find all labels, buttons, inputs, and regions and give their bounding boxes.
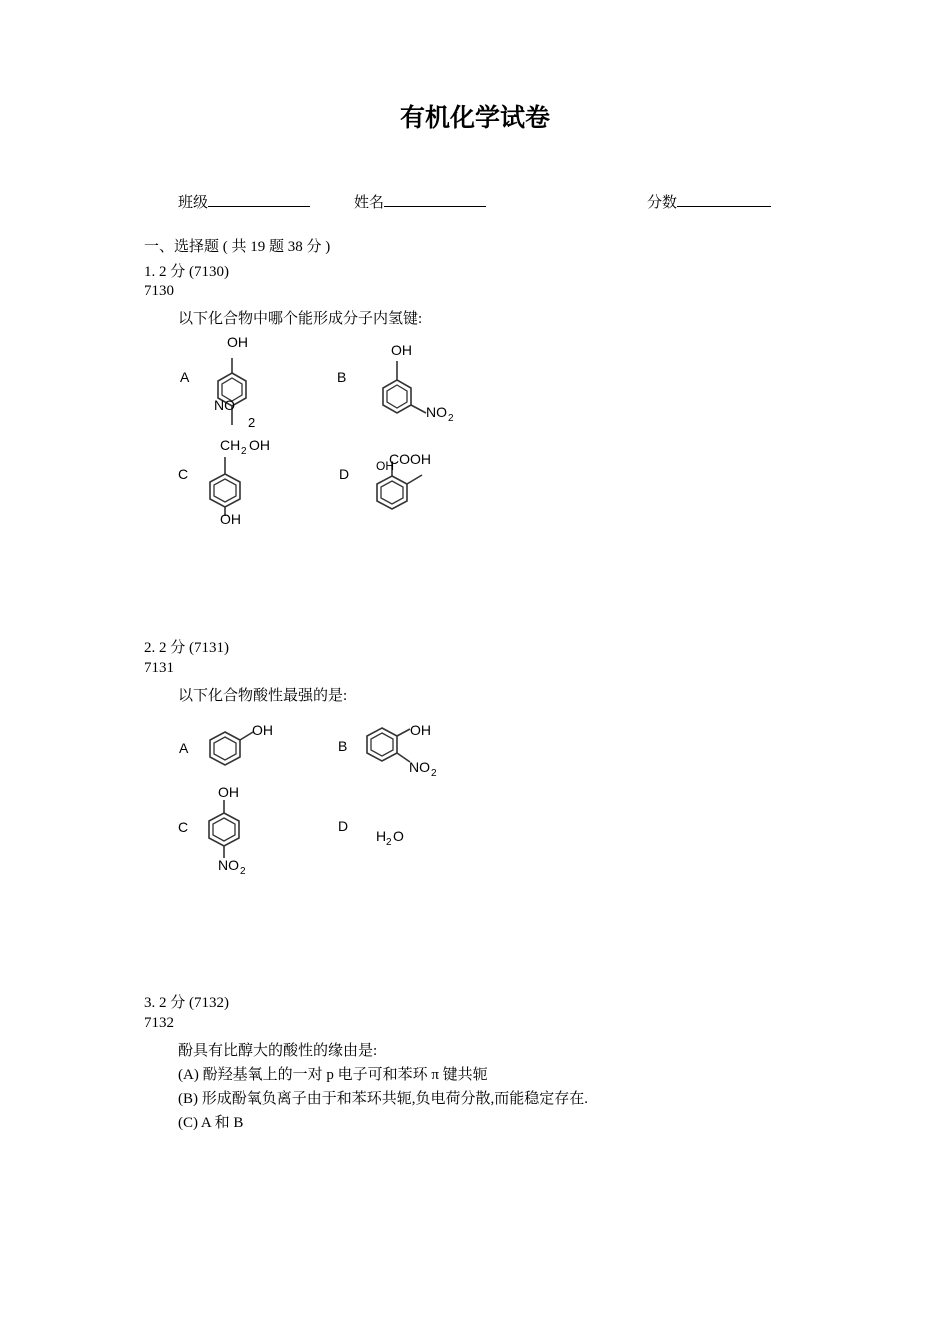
q1-d-oh: OH	[376, 459, 394, 473]
q2-d-2: 2	[386, 837, 392, 848]
q2-c-no: NO	[218, 857, 239, 873]
q2-option-a[interactable]: A	[179, 740, 189, 756]
q1-d-cooh: COOH	[389, 451, 431, 467]
q1-option-c[interactable]: C	[178, 466, 189, 482]
q1-c-oh: OH	[249, 437, 270, 453]
q3-code: 7132	[144, 1015, 174, 1031]
q1-a-oh: OH	[227, 334, 248, 350]
q2-head: 2. 2 分 (7131)	[144, 640, 229, 656]
q1-option-a[interactable]: A	[180, 369, 190, 385]
q2-b-structure	[367, 722, 437, 779]
q2-a-oh: OH	[252, 722, 273, 738]
q2-c-oh: OH	[218, 784, 239, 800]
section-heading: 一、选择题 ( 共 19 题 38 分 )	[144, 239, 331, 255]
q1-code: 7130	[144, 283, 174, 299]
name-label: 姓名	[354, 195, 385, 211]
q3-head: 3. 2 分 (7132)	[144, 995, 229, 1011]
q1-b-2: 2	[448, 413, 454, 424]
score-label: 分数	[647, 195, 678, 211]
q1-a-no: NO	[214, 397, 235, 413]
q2-c-2: 2	[240, 866, 246, 877]
class-label: 班级	[178, 195, 209, 211]
q1-c-ch: CH	[220, 437, 241, 453]
q2-option-b[interactable]: B	[338, 738, 348, 754]
q2-d-h: H	[376, 828, 387, 844]
q2-b-oh: OH	[410, 722, 431, 738]
q3-option-b[interactable]: (B) 形成酚氧负离子由于和苯环共轭,负电荷分散,而能稳定存在.	[178, 1091, 588, 1107]
q1-c-oh2: OH	[220, 511, 241, 527]
q2-option-d[interactable]: D	[338, 818, 349, 834]
page-title: 有机化学试卷	[399, 105, 550, 132]
q3-option-a[interactable]: (A) 酚羟基氧上的一对 p 电子可和苯环 π 键共轭	[178, 1067, 488, 1083]
q1-b-oh: OH	[391, 342, 412, 358]
q2-b-no: NO	[409, 759, 430, 775]
q2-prompt: 以下化合物酸性最强的是:	[178, 688, 348, 704]
q2-d-structure	[376, 828, 404, 848]
q1-option-b[interactable]: B	[337, 369, 347, 385]
q3-prompt: 酚具有比醇大的酸性的缘由是:	[178, 1043, 378, 1059]
q2-a-structure	[210, 722, 273, 765]
q2-d-o: O	[393, 828, 404, 844]
q2-b-2: 2	[431, 768, 437, 779]
q3-option-c[interactable]: (C) A 和 B	[178, 1115, 244, 1131]
q2-c-structure	[209, 784, 246, 877]
q1-prompt: 以下化合物中哪个能形成分子内氢键:	[178, 311, 423, 327]
q2-code: 7131	[144, 660, 174, 676]
q1-option-d[interactable]: D	[339, 466, 350, 482]
q1-a-2: 2	[248, 415, 256, 430]
q1-b-no: NO	[426, 404, 447, 420]
q1-c-2: 2	[241, 446, 247, 457]
q1-head: 1. 2 分 (7130)	[144, 264, 229, 280]
q2-option-c[interactable]: C	[178, 819, 189, 835]
